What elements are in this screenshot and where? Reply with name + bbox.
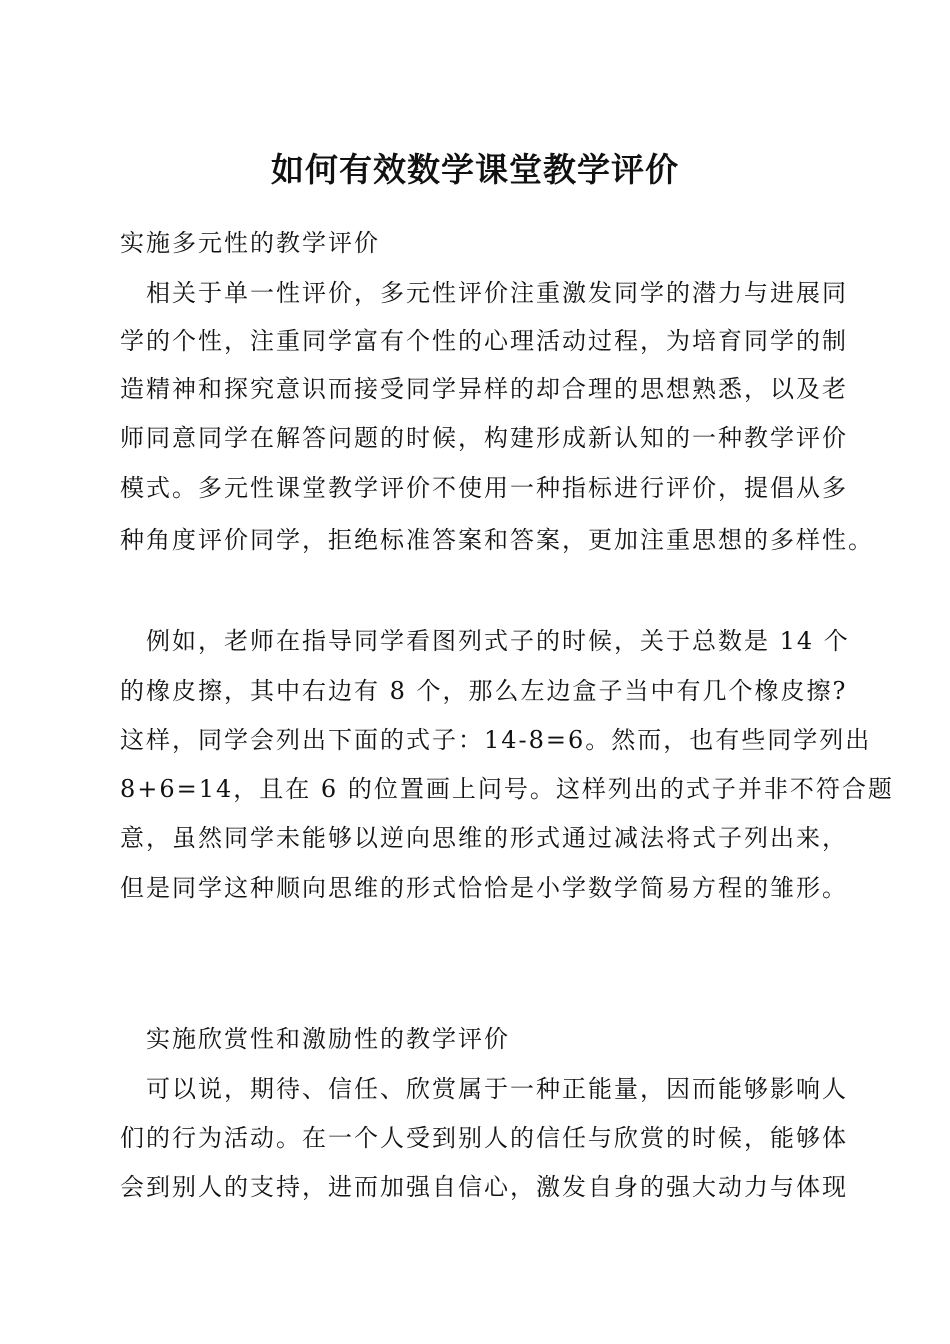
paragraph-line: 这样，同学会列出下面的式子：14-8=6。然而，也有些同学列出 (120, 726, 872, 754)
paragraph-line: 意，虽然同学未能够以逆向思维的形式通过减法将式子列出来， (120, 824, 848, 852)
paragraph-line: 相关于单一性评价，多元性评价注重激发同学的潜力与进展同 (146, 279, 848, 307)
paragraph-line: 可以说，期待、信任、欣赏属于一种正能量，因而能够影响人 (146, 1075, 848, 1103)
paragraph-line: 的橡皮擦，其中右边有 8 个，那么左边盒子当中有几个橡皮擦? (120, 677, 848, 705)
paragraph-line: 模式。多元性课堂教学评价不使用一种指标进行评价，提倡从多 (120, 474, 848, 502)
document-title: 如何有效数学课堂教学评价 (271, 150, 679, 189)
paragraph-line: 师同意同学在解答问题的时候，构建形成新认知的一种教学评价 (120, 424, 848, 452)
paragraph-line: 8+6=14，且在 6 的位置画上问号。这样列出的式子并非不符合题 (120, 775, 894, 803)
paragraph-line: 会到别人的支持，进而加强自信心，激发自身的强大动力与体现 (120, 1173, 848, 1201)
section-heading: 实施欣赏性和激励性的教学评价 (146, 1025, 510, 1053)
paragraph-line: 们的行为活动。在一个人受到别人的信任与欣赏的时候，能够体 (120, 1124, 848, 1152)
section-heading: 实施多元性的教学评价 (120, 229, 380, 257)
paragraph-line: 造精神和探究意识而接受同学异样的却合理的思想熟悉，以及老 (120, 375, 848, 403)
paragraph-line: 学的个性，注重同学富有个性的心理活动过程，为培育同学的制 (120, 327, 848, 355)
paragraph-line: 例如，老师在指导同学看图列式子的时候，关于总数是 14 个 (146, 627, 850, 655)
paragraph-line: 但是同学这种顺向思维的形式恰恰是小学数学简易方程的雏形。 (120, 874, 848, 902)
paragraph-line: 种角度评价同学，拒绝标准答案和答案，更加注重思想的多样性。 (120, 526, 874, 554)
